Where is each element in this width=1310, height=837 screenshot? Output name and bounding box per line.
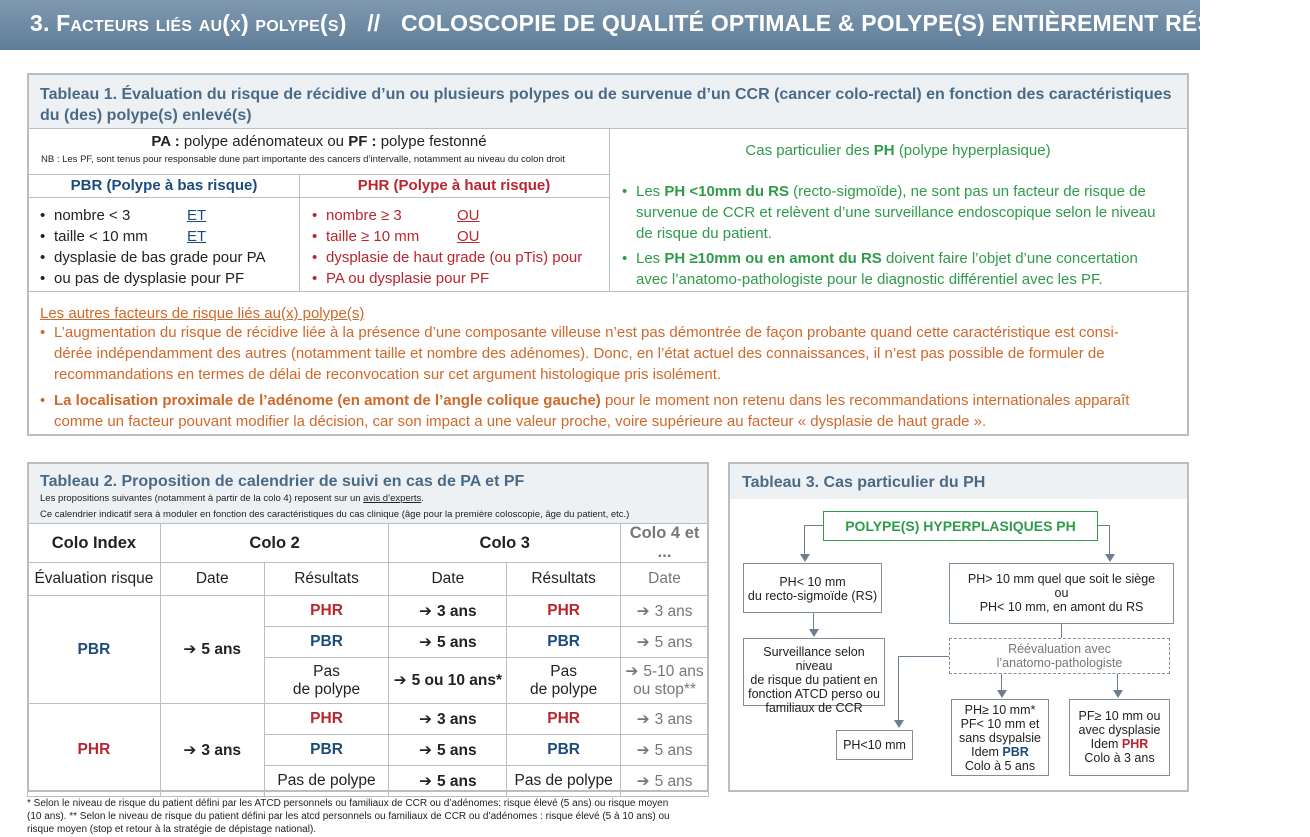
other-factors-title: Les autres facteurs de risque liés au(x) polype(s) (40, 305, 365, 322)
list-item: • L’augmentation du risque de récidive liée à la présence d’une composante villeuse n’est pas démontrée de façon probante quand cette caractéristique est consi- dérée indépendamment des autres (notamment taille et nombre des adénomes). Donc, en l’état actuel des connaissances, il n’est pas possible de formuler de recommandations en termes de délai de reconvocation sur cet argument histologique pris isolément. (40, 322, 1185, 385)
flow-idem-pbr: PH≥ 10 mm* PF< 10 mm et sans dsypalsie Idem PBR Colo à 5 ans (951, 699, 1049, 776)
table-1-title: Tableau 1. Évaluation du risque de récidive d’un ou plusieurs polypes ou de survenue d’un CCR (cancer colo-rectal) en fonction des caractéristiques du (des) polype(s) enlevé(s) (40, 86, 1172, 124)
pa-pf-definition: PA : polype adénomateux ou PF : polype festonné (151, 133, 487, 150)
follow-up-schedule-table (27, 523, 709, 797)
pbr-header: PBR (Polype à bas risque) (70, 177, 258, 194)
table-row: Pas de polype ➔ 5 ans Pas de polype ➔ 5 ans (28, 766, 709, 797)
table-row: PHR ➔ 3 ans PHR ➔ 3 ans PHR ➔ 3 ans (28, 704, 709, 735)
list-item: • nombre ≥ 3 OU (312, 205, 607, 226)
flow-ph-small-rs: PH< 10 mm du recto-sigmoïde (RS) (743, 563, 882, 613)
table-row: Évaluation risque Date Résultats Date Résultats Date (28, 563, 709, 596)
list-item: • Les PH ≥10mm ou en amont du RS doivent faire l’objet d’une concertation avec l’anatomo-pathologiste pour le diagnostic différentiel avec les PF. (622, 248, 1182, 290)
flow-idem-phr: PF≥ 10 mm ou avec dysplasie Idem PHR Colo à 3 ans (1069, 699, 1170, 776)
list-item: • nombre < 3 ET (40, 205, 298, 226)
table-2-footnotes: * Selon le niveau de risque du patient défini par les ATCD personnels ou familiaux de CCR ou d’adénomes: risque élevé (5 ans) ou risque moyen (10 ans). ** Selon le niveau de risque du patient défini par les atcd personnels ou familiaux de CCR ou d’adénomes : risque élevé (5 à 10 ans) ou risque moyen (stop et retour à la stratégie de dépistage national). (27, 798, 670, 835)
list-item: • ou pas de dysplasie pour PF (40, 268, 298, 289)
table-row: PBR ➔ 5 ans PBR ➔ 5 ans (28, 627, 709, 658)
phr-criteria-list (312, 205, 607, 289)
flow-reevaluation: Réévaluation avec l’anatomo-pathologiste (949, 638, 1170, 674)
table-2-note-2: Ce calendrier indicatif sera à moduler en fonction des caractéristiques du cas clinique (âge pour la première coloscopie, âge du patient, etc.) (40, 509, 630, 520)
list-item: • PA ou dysplasie pour PF (312, 268, 607, 289)
header-main-title: COLOSCOPIE DE QUALITÉ OPTIMALE & POLYPE(S) ENTIÈREMENT RÉSÉQUÉ(S) (401, 10, 1310, 36)
list-item: • taille < 10 mm ET (40, 226, 298, 247)
list-item: • Les PH <10mm du RS (recto-sigmoïde), ne sont pas un facteur de risque de survenue de CCR et relèvent d’une surveillance endoscopique selon le niveau de risque du patient. (622, 181, 1182, 244)
table-row: Colo Index Colo 2 Colo 3 Colo 4 et ... (28, 524, 709, 563)
list-item: • dysplasie de haut grade (ou pTis) pour (312, 247, 607, 268)
list-item: • taille ≥ 10 mm OU (312, 226, 607, 247)
table-row: PBR ➔ 5 ans PHR ➔ 3 ans PHR ➔ 3 ans (28, 596, 709, 627)
table-2-title: Tableau 2. Proposition de calendrier de suivi en cas de PA et PF (40, 473, 525, 490)
phr-header: PHR (Polype à haut risque) (357, 177, 551, 194)
table-row: Pas de polype ➔ 5 ou 10 ans* Pas de polype ➔ 5-10 ans ou stop** (28, 658, 709, 704)
pbr-criteria-list (40, 205, 298, 289)
header-separator: // (367, 10, 381, 36)
table-2-note-1: Les propositions suivantes (notamment à partir de la colo 4) reposent sur un avis d’experts. (40, 493, 424, 504)
flow-ph-large: PH> 10 mm quel que soit le siège ou PH< 10 mm, en amont du RS (949, 563, 1174, 624)
ph-criteria-list (622, 181, 1182, 290)
list-item: • dysplasie de bas grade pour PA (40, 247, 298, 268)
header-section-title: 3. Facteurs liés au(x) polype(s) (30, 10, 347, 36)
flow-surveillance: Surveillance selon niveau de risque du patient en fonction ATCD perso ou familiaux de CCR (743, 638, 885, 706)
pa-pf-note: NB : Les PF, sont tenus pour responsable dune part importante des cancers d’intervalle, notamment au niveau du colon droit (41, 154, 565, 165)
list-item: • La localisation proximale de l’adénome (en amont de l’angle colique gauche) pour le moment non retenu dans les recommandations internationales apparaît comme un facteur pouvant modifier la décision, car son impact a une valeur proche, voire supérieure au facteur « dysplasie de haut grade ». (40, 390, 1185, 432)
flow-ph-under-10: PH<10 mm (836, 730, 913, 760)
ph-title: Cas particulier des PH (polype hyperplasique) (745, 142, 1051, 159)
flow-top-node: POLYPE(S) HYPERPLASIQUES PH (823, 511, 1098, 541)
other-factors-list (40, 322, 1185, 432)
table-1 (27, 73, 1189, 436)
table-row: PBR ➔ 5 ans PBR ➔ 5 ans (28, 735, 709, 766)
table-3-title: Tableau 3. Cas particulier du PH (742, 474, 986, 491)
page-header (0, 0, 1310, 50)
